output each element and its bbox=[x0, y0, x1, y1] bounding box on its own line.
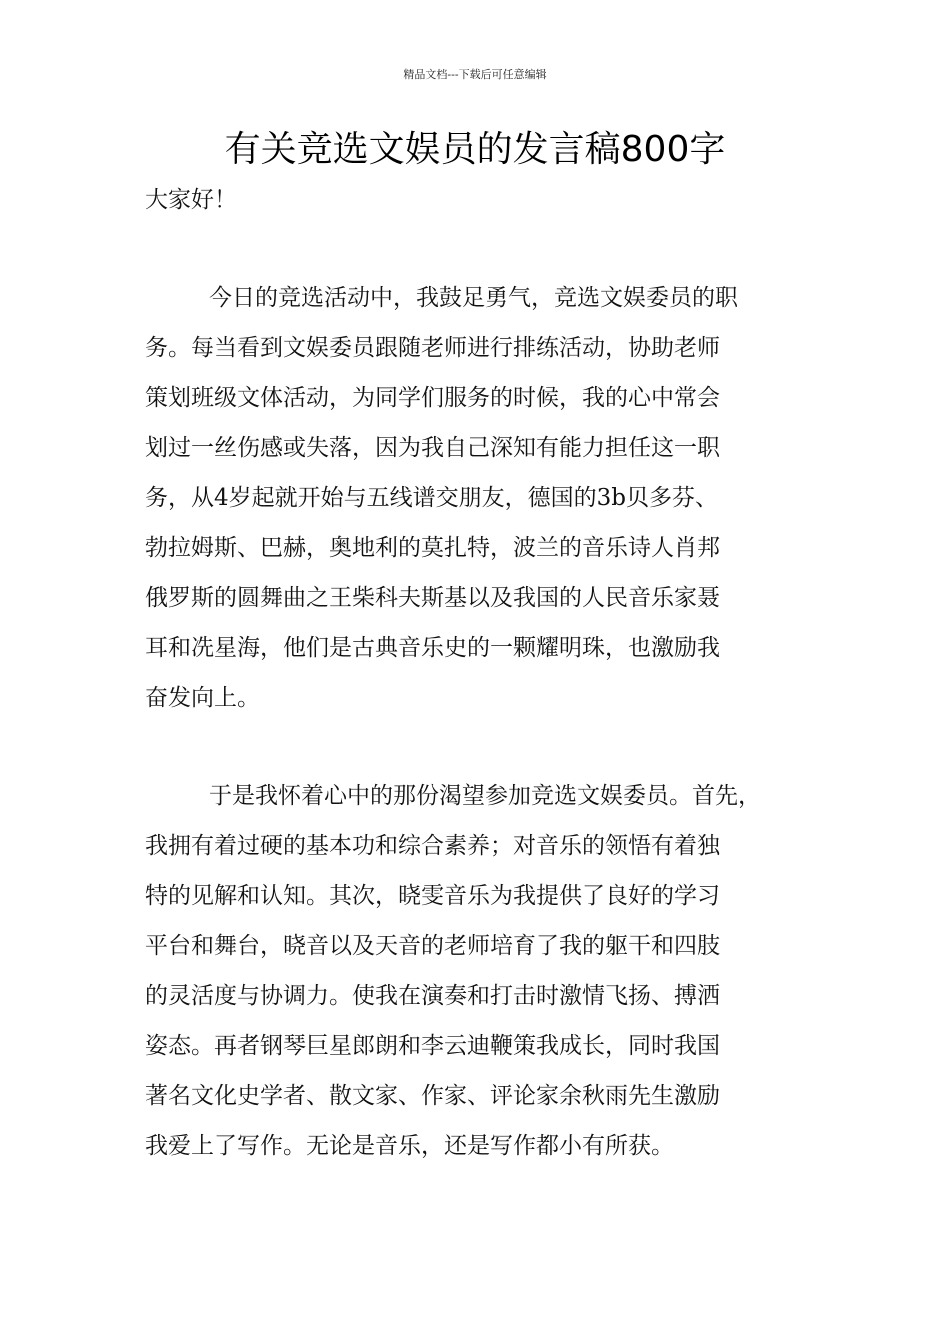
greeting: 大家好！ bbox=[145, 187, 237, 213]
paragraph-line: 划过一丝伤感或失落，因为我自己深知有能力担任这一职 bbox=[145, 435, 720, 461]
paragraph-line: 我拥有着过硬的基本功和综合素养；对音乐的领悟有着独 bbox=[145, 833, 720, 859]
paragraph-line: 策划班级文体活动，为同学们服务的时候，我的心中常会 bbox=[145, 385, 720, 411]
paragraph-line: 耳和冼星海，他们是古典音乐史的一颗耀明珠，也激励我 bbox=[145, 635, 720, 661]
paragraph-line: 今日的竞选活动中，我鼓足勇气，竞选文娱委员的职 bbox=[209, 285, 738, 311]
paragraph-line: 我爱上了写作。无论是音乐，还是写作都小有所获。 bbox=[145, 1133, 674, 1159]
paragraph-1 bbox=[145, 273, 815, 723]
paragraph-line: 务。每当看到文娱委员跟随老师进行排练活动，协助老师 bbox=[145, 335, 720, 361]
paragraph-line: 著名文化史学者、散文家、作家、评论家余秋雨先生激励 bbox=[145, 1083, 720, 1109]
paragraph-line: 俄罗斯的圆舞曲之王柴科夫斯基以及我国的人民音乐家聂 bbox=[145, 585, 720, 611]
document-title: 有关竞选文娱员的发言稿800字 bbox=[224, 129, 726, 170]
paragraph-line: 奋发向上。 bbox=[145, 685, 260, 711]
page-header: 精品文档---下载后可任意编辑 bbox=[403, 68, 547, 81]
paragraph-line: 姿态。再者钢琴巨星郎朗和李云迪鞭策我成长，同时我国 bbox=[145, 1033, 720, 1059]
paragraph-2 bbox=[145, 771, 815, 1171]
paragraph-line: 特的见解和认知。其次，晓雯音乐为我提供了良好的学习 bbox=[145, 883, 720, 909]
paragraph-line: 于是我怀着心中的那份渴望参加竞选文娱委员。首先， bbox=[209, 783, 761, 809]
paragraph-line: 平台和舞台，晓音以及天音的老师培育了我的躯干和四肢 bbox=[145, 933, 720, 959]
paragraph-line: 务，从4岁起就开始与五线谱交朋友，德国的3b贝多芬、 bbox=[145, 485, 718, 511]
paragraph-line: 勃拉姆斯、巴赫，奥地利的莫扎特，波兰的音乐诗人肖邦 bbox=[145, 535, 720, 561]
paragraph-line: 的灵活度与协调力。使我在演奏和打击时激情飞扬、搏洒 bbox=[145, 983, 720, 1009]
